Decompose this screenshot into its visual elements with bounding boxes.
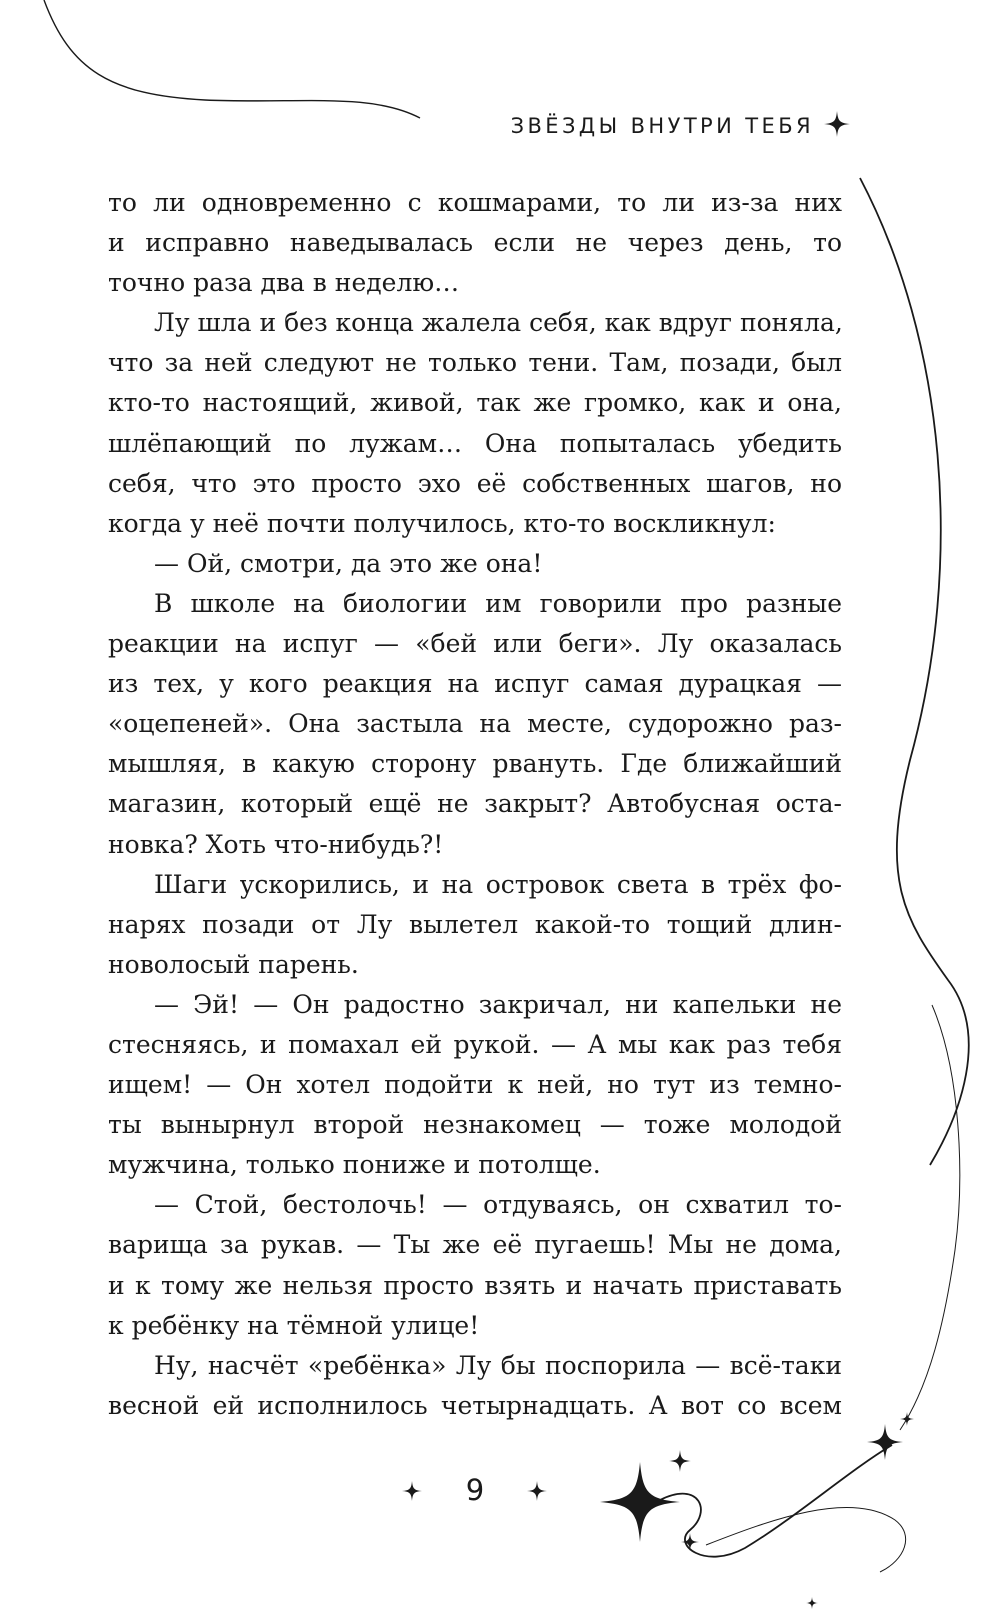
large-sparkle-icon — [600, 1462, 680, 1542]
text-line: новка? Хоть что-нибудь?! — [108, 829, 444, 859]
four-point-star-icon — [824, 111, 850, 137]
text-line: новолосый парень. — [108, 949, 359, 979]
page-number: 9 — [465, 1473, 485, 1507]
text-line: Шаги ускорились, и на островок света в трёх фо- — [154, 869, 842, 899]
text-line: весной ей исполнилось четырнадцать. А вот со всем — [108, 1390, 842, 1420]
bottom-swirl-line — [660, 1445, 892, 1557]
text-line: когда у неё почти получилось, кто-то воскликнул: — [108, 508, 776, 538]
body-text — [108, 183, 842, 1426]
bottom-swirl-thin-line — [706, 1507, 906, 1572]
text-line: точно раза два в неделю… — [108, 268, 460, 298]
text-line: к ребёнку на тёмной улице! — [108, 1310, 480, 1340]
small-sparkle-icon — [806, 1597, 818, 1609]
small-sparkle-icon — [867, 1424, 903, 1460]
dialogue-line: — Эй! — Он радостно закричал, ни капельки не — [154, 989, 842, 1019]
text-line: Ну, насчёт «ребёнка» Лу бы поспорила — всё-таки — [154, 1350, 842, 1380]
text-line: что за ней следуют не только тени. Там, позади, был — [108, 348, 842, 378]
right-swirl-line — [860, 178, 969, 1165]
small-sparkle-icon — [681, 1533, 699, 1551]
text-line: мышляя, в какую сторону рвануть. Где ближайший — [108, 749, 842, 779]
text-line: шлёпающий по лужам… Она попыталась убедить — [108, 428, 842, 458]
text-line: мужчина, только пониже и потолще. — [108, 1150, 601, 1180]
small-sparkle-icon — [669, 1450, 691, 1472]
text-line: реакции на испуг — «бей или беги». Лу оказалась — [108, 629, 842, 659]
text-line: из тех, у кого реакция на испуг самая дурацкая — — [108, 669, 842, 699]
text-line: себя, что это просто эхо её собственных шагов, но — [108, 468, 842, 498]
text-line: кто-то настоящий, живой, так же громко, как и она, — [108, 388, 842, 418]
text-line: варища за рукав. — Ты же её пугаешь! Мы не дома, — [108, 1230, 842, 1260]
top-flourish-line — [44, 0, 420, 118]
text-line: и к тому же нельзя просто взять и начать приставать — [108, 1270, 842, 1300]
text-line: Лу шла и без конца жалела себя, как вдруг поняла, — [154, 308, 843, 338]
running-title: ЗВЁЗДЫ ВНУТРИ ТЕБЯ — [510, 114, 814, 138]
text-line: и исправно наведывалась если не через день, то — [108, 228, 842, 258]
dialogue-line: — Ой, смотри, да это же она! — [154, 548, 543, 578]
running-header — [511, 114, 814, 138]
text-line: ищем! — Он хотел подойти к ней, но тут из темно- — [108, 1070, 842, 1100]
text-line: то ли одновременно с кошмарами, то ли из-за них — [108, 188, 842, 217]
small-sparkle-icon — [900, 1412, 914, 1426]
dialogue-line: — Стой, бестолочь! — отдуваясь, он схватил то- — [154, 1190, 842, 1220]
text-line: стесняясь, и помахал ей рукой. — А мы как раз тебя — [108, 1029, 842, 1059]
text-line: «оцепеней». Она застыла на месте, судорожно раз- — [108, 709, 842, 739]
text-line: нарях позади от Лу вылетел какой-то тощий длин- — [108, 909, 842, 939]
page-folio — [400, 1470, 550, 1510]
text-line: магазин, который ещё не закрыт? Автобусная оста- — [108, 789, 842, 819]
text-line: ты вынырнул второй незнакомец — тоже молодой — [108, 1110, 842, 1140]
text-line: В школе на биологии им говорили про разные — [154, 588, 842, 618]
right-swirl-thin-line — [900, 1005, 960, 1430]
